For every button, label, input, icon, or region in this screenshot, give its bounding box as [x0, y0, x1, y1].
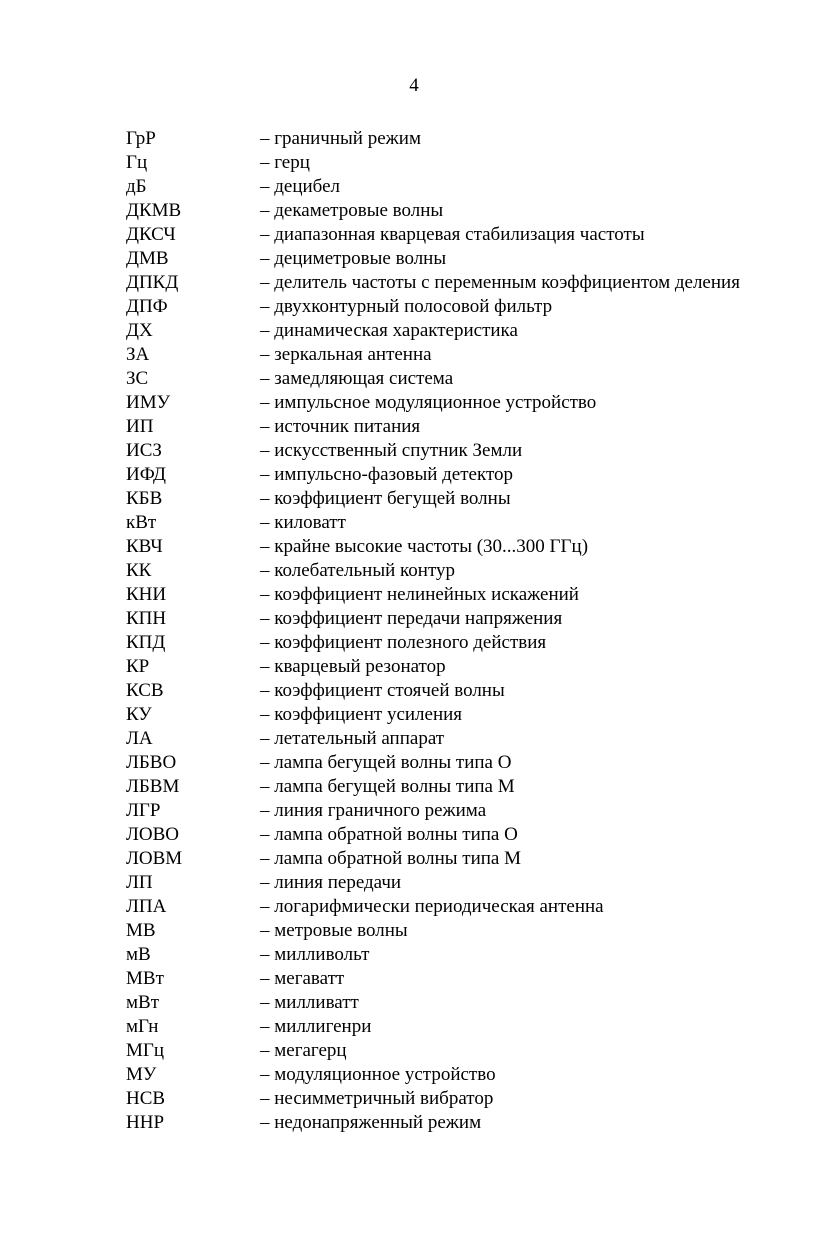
abbreviation-term: ЛБВМ: [126, 776, 180, 797]
abbreviation-definition: – лампа бегущей волны типа М: [260, 776, 515, 797]
list-item: [126, 967, 746, 991]
abbreviation-definition: – кварцевый резонатор: [260, 656, 446, 677]
abbreviation-definition: – замедляющая система: [260, 368, 454, 389]
abbreviation-term: ЛГР: [126, 800, 161, 821]
list-item: [126, 199, 746, 223]
list-item: [126, 1039, 746, 1063]
abbreviation-term: КПД: [126, 632, 166, 653]
abbreviation-definition: – источник питания: [260, 416, 421, 437]
abbreviation-definition: – декаметровые волны: [260, 200, 444, 221]
list-item: [126, 415, 746, 439]
list-item: [126, 1015, 746, 1039]
abbreviation-definition: – коэффициент стоячей волны: [260, 680, 505, 701]
abbreviation-term: МУ: [126, 1064, 157, 1085]
abbreviation-definition: – крайне высокие частоты (30...300 ГГц): [260, 536, 589, 557]
abbreviation-definition: – летательный аппарат: [260, 728, 445, 749]
abbreviation-definition: – делитель частоты с переменным коэффициентом деления: [260, 272, 740, 293]
list-item: [126, 343, 746, 367]
abbreviation-term: ЛОВМ: [126, 848, 183, 869]
abbreviation-term: ЗС: [126, 368, 149, 389]
list-item: [126, 1063, 746, 1087]
abbreviation-definition: – недонапряженный режим: [260, 1112, 482, 1133]
abbreviation-term: ЗА: [126, 344, 150, 365]
abbreviation-term: ИП: [126, 416, 154, 437]
abbreviation-definition: – искусственный спутник Земли: [260, 440, 523, 461]
abbreviation-definition: – граничный режим: [260, 128, 421, 149]
abbreviation-term: ДПФ: [126, 296, 168, 317]
abbreviation-term: мГн: [126, 1016, 159, 1037]
list-item: [126, 295, 746, 319]
abbreviation-definition: – импульсно-фазовый детектор: [260, 464, 514, 485]
abbreviation-term: МВт: [126, 968, 164, 989]
abbreviation-definition: – киловатт: [260, 512, 346, 533]
list-item: [126, 679, 746, 703]
abbreviation-term: ННР: [126, 1112, 165, 1133]
abbreviation-definition: – мегаватт: [260, 968, 345, 989]
list-item: [126, 799, 746, 823]
abbreviation-list: [126, 127, 746, 1135]
abbreviation-term: дБ: [126, 176, 147, 197]
abbreviation-term: ЛПА: [126, 896, 167, 917]
abbreviation-term: ГрР: [126, 128, 156, 149]
abbreviation-term: ИФД: [126, 464, 167, 485]
abbreviation-definition: – мегагерц: [260, 1040, 347, 1061]
abbreviation-term: НСВ: [126, 1088, 166, 1109]
abbreviation-term: КР: [126, 656, 150, 677]
abbreviation-term: КУ: [126, 704, 152, 725]
abbreviation-definition: – коэффициент полезного действия: [260, 632, 547, 653]
list-item: [126, 919, 746, 943]
abbreviation-term: ИСЗ: [126, 440, 162, 461]
abbreviation-definition: – модуляционное устройство: [260, 1064, 496, 1085]
abbreviation-term: МГц: [126, 1040, 165, 1061]
list-item: [126, 1111, 746, 1135]
abbreviation-term: ДКСЧ: [126, 224, 176, 245]
list-item: [126, 271, 746, 295]
abbreviation-definition: – лампа обратной волны типа О: [260, 824, 518, 845]
list-item: [126, 391, 746, 415]
list-item: [126, 991, 746, 1015]
abbreviation-term: ЛА: [126, 728, 153, 749]
list-item: [126, 463, 746, 487]
list-item: [126, 439, 746, 463]
abbreviation-definition: – милливольт: [260, 944, 370, 965]
list-item: [126, 871, 746, 895]
list-item: [126, 367, 746, 391]
abbreviation-definition: – логарифмически периодическая антенна: [260, 896, 604, 917]
abbreviation-term: мВ: [126, 944, 151, 965]
abbreviation-definition: – линия передачи: [260, 872, 402, 893]
abbreviation-term: КБВ: [126, 488, 163, 509]
abbreviation-definition: – динамическая характеристика: [260, 320, 518, 341]
abbreviation-term: ЛБВО: [126, 752, 177, 773]
abbreviation-definition: – милливатт: [260, 992, 359, 1013]
abbreviation-term: ДПКД: [126, 272, 179, 293]
abbreviation-definition: – несимметричный вибратор: [260, 1088, 494, 1109]
list-item: [126, 631, 746, 655]
list-item: [126, 775, 746, 799]
page-number: 4: [409, 75, 419, 96]
abbreviation-definition: – импульсное модуляционное устройство: [260, 392, 597, 413]
abbreviation-term: мВт: [126, 992, 159, 1013]
list-item: [126, 247, 746, 271]
list-item: [126, 583, 746, 607]
list-item: [126, 487, 746, 511]
list-item: [126, 535, 746, 559]
abbreviation-definition: – линия граничного режима: [260, 800, 487, 821]
abbreviation-definition: – миллигенри: [260, 1016, 372, 1037]
abbreviation-term: ДХ: [126, 320, 153, 341]
list-item: [126, 895, 746, 919]
abbreviation-term: КПН: [126, 608, 167, 629]
list-item: [126, 151, 746, 175]
abbreviation-definition: – герц: [260, 152, 310, 173]
list-item: [126, 559, 746, 583]
abbreviation-term: КК: [126, 560, 152, 581]
abbreviation-term: ИМУ: [126, 392, 171, 413]
list-item: [126, 823, 746, 847]
list-item: [126, 175, 746, 199]
list-item: [126, 511, 746, 535]
list-item: [126, 751, 746, 775]
abbreviation-definition: – лампа бегущей волны типа О: [260, 752, 512, 773]
list-item: [126, 319, 746, 343]
list-item: [126, 1087, 746, 1111]
abbreviation-term: КНИ: [126, 584, 167, 605]
list-item: [126, 607, 746, 631]
list-item: [126, 703, 746, 727]
list-item: [126, 655, 746, 679]
abbreviation-definition: – колебательный контур: [260, 560, 456, 581]
abbreviation-definition: – дециметровые волны: [260, 248, 447, 269]
abbreviation-term: ЛП: [126, 872, 153, 893]
abbreviation-term: Гц: [126, 152, 148, 173]
list-item: [126, 847, 746, 871]
abbreviation-definition: – лампа обратной волны типа М: [260, 848, 522, 869]
abbreviation-definition: – децибел: [260, 176, 341, 197]
abbreviation-term: ДКМВ: [126, 200, 182, 221]
abbreviation-term: КСВ: [126, 680, 164, 701]
list-item: [126, 943, 746, 967]
abbreviation-definition: – коэффициент усиления: [260, 704, 463, 725]
abbreviation-definition: – коэффициент нелинейных искажений: [260, 584, 579, 605]
abbreviation-definition: – диапазонная кварцевая стабилизация частоты: [260, 224, 645, 245]
abbreviation-term: ЛОВО: [126, 824, 180, 845]
abbreviation-term: ДМВ: [126, 248, 169, 269]
abbreviation-definition: – коэффициент бегущей волны: [260, 488, 511, 509]
list-item: [126, 727, 746, 751]
abbreviation-term: МВ: [126, 920, 156, 941]
abbreviation-definition: – метровые волны: [260, 920, 408, 941]
abbreviation-term: кВт: [126, 512, 157, 533]
abbreviation-definition: – двухконтурный полосовой фильтр: [260, 296, 553, 317]
list-item: [126, 127, 746, 151]
abbreviation-term: КВЧ: [126, 536, 163, 557]
abbreviation-definition: – коэффициент передачи напряжения: [260, 608, 563, 629]
abbreviation-definition: – зеркальная антенна: [260, 344, 432, 365]
list-item: [126, 223, 746, 247]
